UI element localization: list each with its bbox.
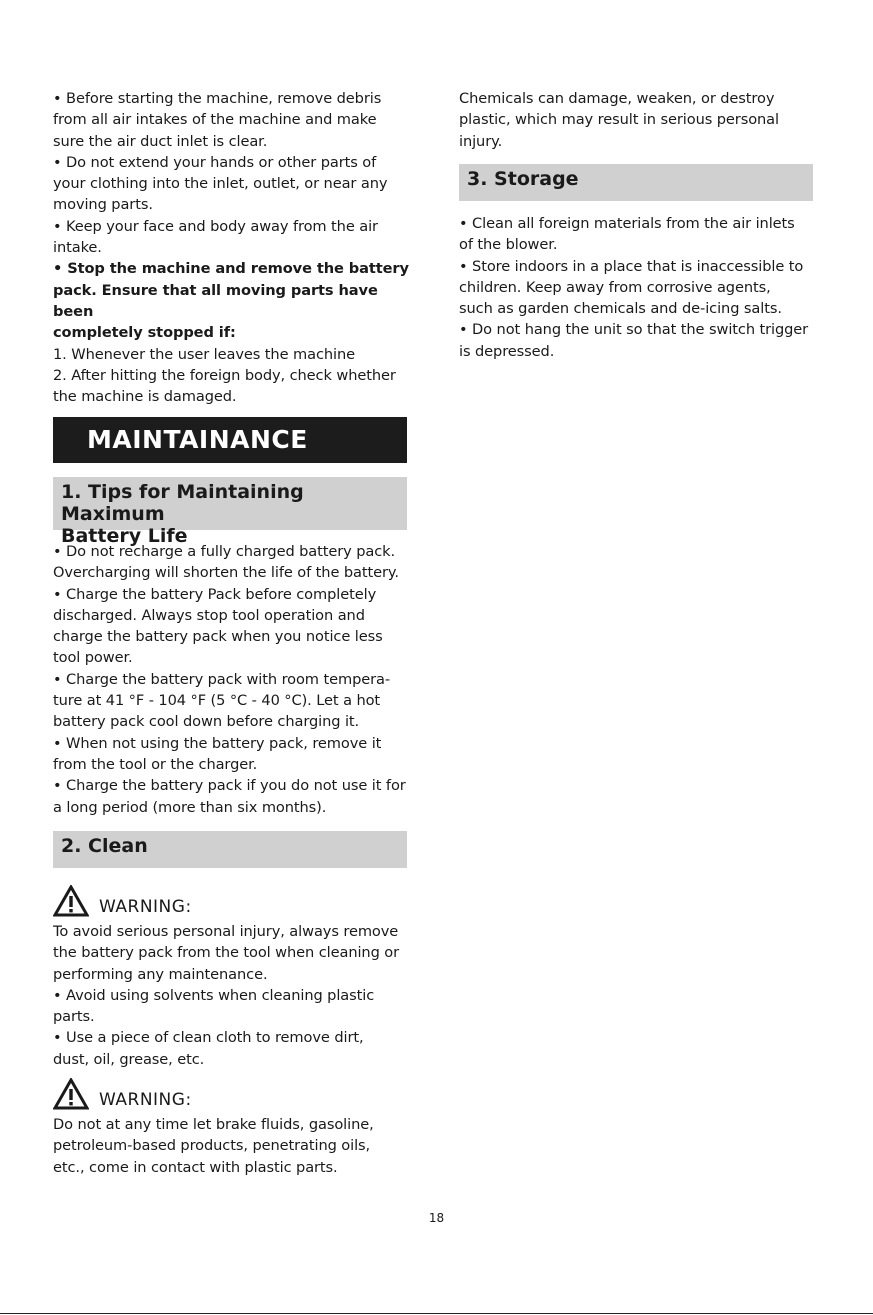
text-line: • Charge the battery pack if you do not use it for [53,777,406,795]
storage-heading: 3. Storage [459,164,813,201]
text-line: • When not using the battery pack, remove it [53,734,382,752]
text-line: the machine is damaged. [53,388,237,406]
text-line: petroleum-based products, penetrating oils, [53,1137,371,1155]
text-line: • Keep your face and body away from the air [53,217,378,235]
text-line: • Stop the machine and remove the battery [53,260,409,278]
clean-text-block [53,921,409,1070]
tips-heading [53,477,407,547]
text-line: from all air intakes of the machine and make [53,111,377,129]
text-line: • Do not hang the unit so that the switch trigger [459,321,809,339]
text-line: • Use a piece of clean cloth to remove dirt, [53,1029,364,1047]
text-line: 1. Whenever the user leaves the machine [53,345,355,363]
clean-paragraph [53,921,409,1070]
text-line: • Clean all foreign materials from the air inlets [459,215,795,232]
text-line: • Charge the battery pack with room tempera- [53,670,391,688]
text-line: of the blower. [459,236,558,254]
text-line: moving parts. [53,196,153,214]
text-line: performing any maintenance. [53,965,268,983]
text-line: pack. Ensure that all moving parts have been [53,281,378,320]
warning2-text-block [53,1114,409,1178]
bottom-rule [0,1313,873,1314]
warning-label: WARNING: [99,1090,192,1110]
text-line: completely stopped if: [53,324,236,342]
text-line: Overcharging will shorten the life of the battery. [53,564,399,582]
text-line: tool power. [53,649,133,667]
text-line: discharged. Always stop tool operation and [53,606,365,624]
text-line: plastic, which may result in serious personal [459,111,779,129]
text-line: • Store indoors in a place that is inaccessible to [459,257,804,275]
text-line: is depressed. [459,342,555,360]
text-line: from the tool or the charger. [53,755,258,773]
text-line: • Before starting the machine, remove debris [53,90,382,107]
warning-header-2 [53,1078,192,1110]
text-line: • Do not extend your hands or other parts of [53,153,377,171]
text-line: injury. [459,132,503,150]
clean-heading: 2. Clean [53,831,407,868]
text-line: the battery pack from the tool when cleaning or [53,944,400,962]
storage-paragraph [459,213,815,362]
storage-text-block [459,213,815,362]
text-line: battery pack cool down before charging it. [53,713,360,731]
tips-text-block [53,541,409,818]
tips-paragraph [53,541,409,818]
text-line: charge the battery pack when you notice less [53,628,383,646]
text-line: a long period (more than six months). [53,798,327,816]
text-line: 2. After hitting the foreign body, check whether [53,366,396,384]
text-line: • Charge the battery Pack before completely [53,585,377,603]
text-line: Chemicals can damage, weaken, or destroy [459,90,775,107]
stop-conditions-list [53,344,409,408]
warning-label: WARNING: [99,897,192,917]
chemicals-paragraph [459,88,815,152]
text-line: your clothing into the inlet, outlet, or near any [53,175,388,193]
text-line: • Do not recharge a fully charged battery pack. [53,543,396,560]
text-line: ture at 41 °F - 104 °F (5 °C - 40 °C). Let a hot [53,692,381,710]
stop-machine-notice [53,258,409,343]
text-line: • Avoid using solvents when cleaning plastic [53,986,375,1004]
text-line: To avoid serious personal injury, always remove [53,923,399,940]
text-line: etc., come in contact with plastic parts. [53,1158,338,1176]
heading-line: 1. Tips for Maintaining Maximum [61,481,304,525]
section-title-maintenance: MAINTAINANCE [53,417,407,463]
text-line: Do not at any time let brake fluids, gasoline, [53,1116,374,1133]
safety-text-block [53,88,409,407]
text-line: parts. [53,1008,95,1026]
text-line: such as garden chemicals and de-icing salts. [459,300,782,318]
heading-line: Battery Life [61,525,188,547]
page-number: 18 [428,1211,445,1225]
text-line: dust, oil, grease, etc. [53,1050,205,1068]
safety-paragraph [53,88,409,258]
text-line: sure the air duct inlet is clear. [53,132,268,150]
warning-triangle-icon [53,1078,89,1110]
chemicals-text-block [459,88,815,152]
text-line: children. Keep away from corrosive agents, [459,278,771,296]
warning-header [53,885,192,917]
warning2-paragraph [53,1114,409,1178]
warning-triangle-icon [53,885,89,917]
text-line: intake. [53,239,102,257]
